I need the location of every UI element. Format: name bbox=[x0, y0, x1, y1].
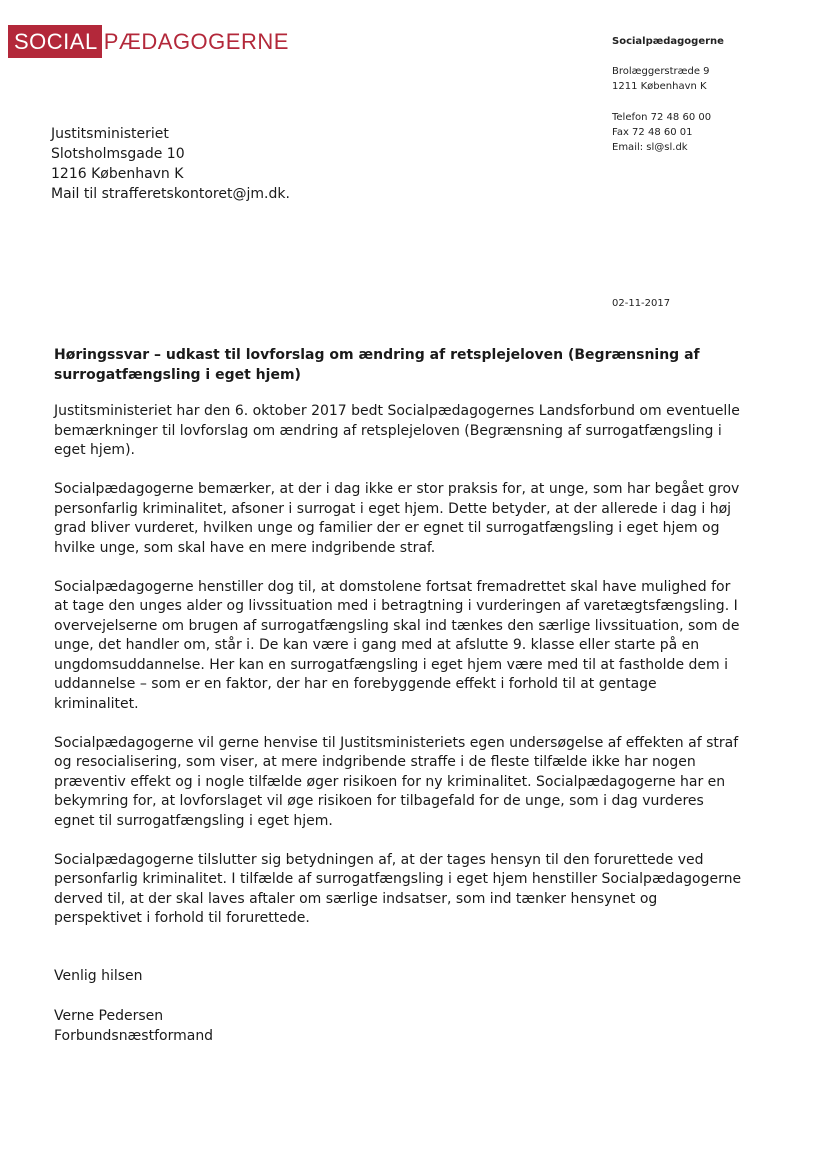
letter-date: 02-11-2017 bbox=[612, 298, 671, 309]
letter-subject: Høringssvar – udkast til lovforslag om ændring af retsplejeloven (Begrænsning af surrogatfængsling i eget hjem) bbox=[54, 347, 700, 383]
signer-name: Verne Pedersen bbox=[54, 1008, 164, 1024]
closing-salutation: Venlig hilsen bbox=[54, 968, 143, 984]
sender-email: Email: sl@sl.dk bbox=[612, 142, 688, 153]
signer-title: Forbundsnæstformand bbox=[54, 1028, 214, 1044]
sender-phone: Telefon 72 48 60 00 bbox=[612, 112, 712, 123]
sender-fax: Fax 72 48 60 01 bbox=[612, 127, 693, 138]
body-paragraph: Socialpædagogerne tilslutter sig betydningen af, at der tages hensyn til den forurettede ved personfarlig kriminalitet. I tilfælde af surrogatfængsling i eget hjem henstiller Socialpædagogerne derved til, at der skal laves aftaler om særlige indsatser, som ind tænker hensynet og perspektivet i forhold til forurettede. bbox=[54, 851, 742, 926]
signature-block bbox=[54, 1006, 213, 1046]
recipient-name: Justitsministeriet bbox=[51, 126, 169, 142]
sender-address bbox=[612, 64, 710, 94]
body-paragraph: Socialpædagogerne henstiller dog til, at domstolene fortsat fremadrettet skal have mulighed for at tage den unges alder og livssituation med i betragtning i vurderingen af varetægtsfængsling. I overvejelserne om brugen af surrogatfængsling skal ind tænkes den særlige livssituation, som de unge, det handler om, står i. De kan være i gang med at afslutte 9. klasse eller starte på en ungdomsuddannelse. Her kan en surrogatfængsling i eget hjem være med til at fastholde dem i uddannelse – som er en faktor, der har en forebyggende effekt i forhold til at gentage kriminalitet. bbox=[54, 578, 740, 712]
sender-name: Socialpædagogerne bbox=[612, 36, 724, 47]
logo-paedagogerne: PÆDAGOGERNE bbox=[103, 29, 289, 54]
recipient-address bbox=[51, 124, 290, 204]
recipient-mail: Mail til strafferetskontoret@jm.dk. bbox=[51, 186, 290, 202]
recipient-street: Slotsholmsgade 10 bbox=[51, 146, 185, 162]
sender-city: 1211 København K bbox=[612, 81, 707, 92]
letter-body bbox=[54, 402, 744, 948]
recipient-city: 1216 København K bbox=[51, 166, 184, 182]
logo-social: SOCIAL bbox=[8, 25, 102, 58]
body-paragraph: Socialpædagogerne bemærker, at der i dag ikke er stor praksis for, at unge, som har begået grov personfarlig kriminalitet, afsoner i surrogat i eget hjem. Dette betyder, at der allerede i dag i høj grad bliver vurderet, hvilken unge og familier der er egnet til surrogatfængsling i eget hjem og hvilke unge, som skal have en mere indgribende straf. bbox=[54, 481, 740, 556]
body-paragraph: Socialpædagogerne vil gerne henvise til Justitsministeriets egen undersøgelse af effekten af straf og resocialisering, som viser, at mere indgribende straffe i de fleste tilfælde ikke har nogen præventiv effekt og i nogle tilfælde øger risikoen for ny kriminalitet. Socialpædagogerne har en bekymring for, at lovforslaget vil øge risikoen for tilbagefald for de unge, som i dag vurderes egnet til surrogatfængsling i eget hjem. bbox=[54, 734, 739, 829]
body-paragraph: Justitsministeriet har den 6. oktober 2017 bedt Socialpædagogernes Landsforbund om eventuelle bemærkninger til lovforslag om ændring af retsplejeloven (Begrænsning af surrogatfængsling i eget hjem). bbox=[54, 403, 740, 458]
organization-logo bbox=[8, 25, 289, 58]
sender-street: Brolæggerstræde 9 bbox=[612, 66, 710, 77]
sender-contact bbox=[612, 110, 711, 155]
